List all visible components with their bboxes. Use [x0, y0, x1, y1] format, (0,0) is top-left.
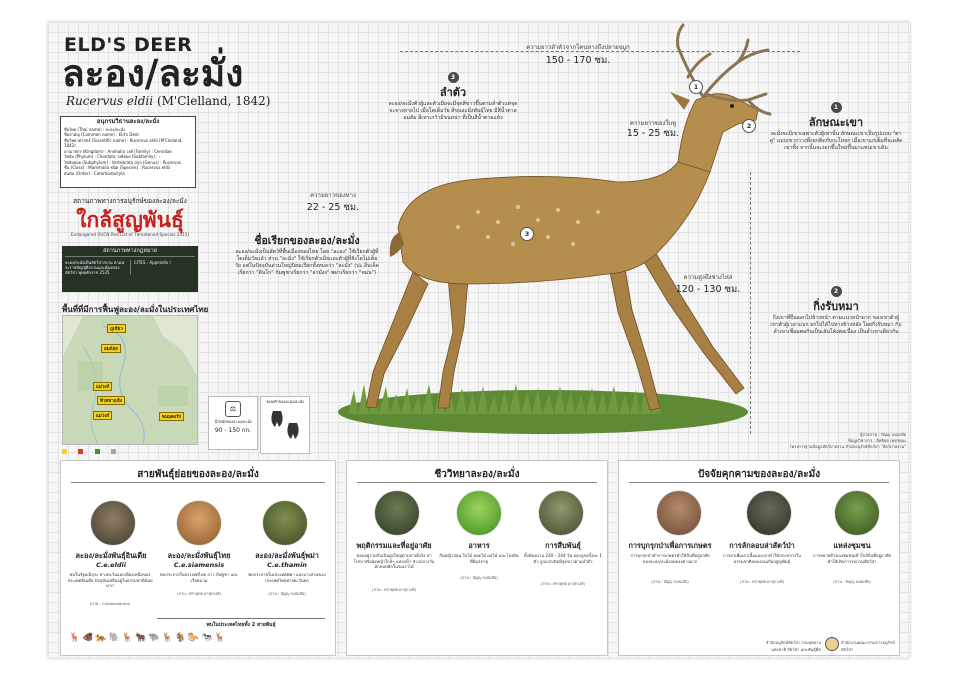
callout-title: กิ่งรับหมา: [813, 300, 859, 313]
taxonomy-box: [60, 116, 196, 188]
marker-2: 2: [742, 119, 756, 133]
subspecies-credit: (ภาพ : Chidambaram): [89, 601, 131, 606]
taxonomy-row: ชื่อไทย (Thai name) : ละอง/ละมั่ง: [64, 126, 126, 132]
credit-photo: ผู้ถ่ายภาพ : ปัญญุ จงสมชัย: [860, 432, 906, 437]
panel-title: สายพันธุ์ย่อยของละอง/ละมั่ง: [137, 469, 259, 480]
panel-title: ปัจจัยคุกคามของละอง/ละมั่ง: [697, 469, 821, 480]
taxonomy-row: ไฟลัม (Phylum) : Chordata วงศ์ย่อย (Subfamily) : -: [64, 154, 161, 159]
taxonomy-row: ชื่อสามัญ (Common name) : Eld's Deer: [64, 132, 140, 137]
map-pin: แม่วงก์: [93, 411, 112, 420]
map-illustration: [63, 316, 197, 444]
threat-credit: (ภาพ : ศรายุทธ ผาสุกวงศ์): [740, 579, 784, 584]
map-pin: ห้วยขาแข้ง: [97, 396, 125, 405]
callout-number: 3: [448, 72, 459, 83]
deer-ear: [670, 92, 690, 110]
weight-box: [208, 396, 258, 450]
ecology-name: พฤติกรรมและที่อยู่อาศัย: [356, 541, 432, 550]
callout-number: 2: [831, 286, 842, 297]
callout-title: ลักษณะเขา: [808, 116, 864, 129]
map-pin: พนมดงรัก: [159, 412, 184, 421]
hoof-label: รอยเท้าของละอง/ละมั่ง: [266, 399, 304, 404]
subspecies-sci: C.e.thamin: [267, 561, 307, 569]
hoofprint-icon: [265, 405, 305, 445]
threat-text: การขยายตัวของชุมชนเข้าใกล้ถิ่นที่อยู่อาศัยทำให้เกิดการรบกวนสัตว์ป่า: [813, 553, 891, 564]
subspecies-panel: [60, 460, 336, 656]
taxonomy-row: ไฟลัมย่อย (Subphylum) : Vertebrata สกุล (Genus) : Rucervus: [64, 159, 182, 165]
legend-swatch: [78, 449, 83, 454]
marker-1: 1: [689, 80, 703, 94]
ecology-text: ชอบอยู่รวมกันเป็นฝูงใหญ่ตามป่าเต็งรัง ป่าโปร่ง หรือทุ่งหญ้าใกล้ๆ แหล่งน้ำ ช่วงกลางวันมักหลบพักในร่มเงาไม้: [353, 553, 435, 570]
cites-text: CITES : Appendix I: [130, 260, 195, 275]
scale-icon: ⚖: [225, 401, 241, 417]
subspecies-photo-india: [91, 501, 135, 545]
ecology-name: อาหาร: [468, 541, 490, 550]
map-pin: อมก๋อย: [101, 344, 121, 353]
callout-text: ละอง/ละมั่งตัวผู้และตัวเมียจะมีจุดสีขาวขึ้นตามลำตัวแต่จุดจะจางหายไป เมื่อโตเต็มวัย สีขนละมั่งพันธุ์ไทย มีสีน้ำตาลอมส้ม สีเทาเกว้ามีขนหน่า ที่เป็นสีน้ำตาลแห้ง: [388, 101, 518, 121]
subspecies-name: ละอง/ละมั่งพันธุ์พม่า: [255, 551, 319, 560]
threats-panel: [618, 460, 900, 656]
subspecies-credit: (ภาพ : ปัญญุ จงสมชัย): [268, 591, 306, 596]
thailand-map: [62, 315, 198, 445]
ear-length-value: 15 - 25 ซม.: [626, 128, 680, 139]
map-legend: [62, 448, 118, 454]
taxonomy-row: ชั้น (Class) : Mammalia ชนิด (Species) : Rucervus eldii: [64, 165, 171, 170]
ecology-photo-habitat: [375, 491, 419, 535]
status-source: Endangered (IUCN Red List of Threatened Species 2015): [70, 232, 190, 237]
panel-title: ชีววิทยาละอง/ละมั่ง: [434, 469, 520, 480]
animal-silhouettes: 🦌🐗🐅🐘🦌🐂🐃🦌🐐🐎🐄🦌: [69, 633, 228, 643]
subspecies-note: พบในประเทศไทยทั้ง 2 สายพันธุ์: [206, 622, 276, 628]
subspecies-name: ละอง/ละมั่งพันธุ์ไทย: [167, 551, 231, 560]
map-heading: พื้นที่ที่มีการฟื้นฟูละอง/ละมั่งในประเทศไทย: [62, 305, 209, 314]
ecology-credit: (ภาพ : ศรายุทธ ผาสุกวงศ์): [372, 587, 416, 592]
tail-length-value: 22 - 25 ซม.: [306, 202, 360, 213]
threat-name: การบุกรุกป่าเพื่อการเกษตร: [628, 541, 712, 550]
deer-body: [398, 132, 710, 284]
ecology-photo-food: [457, 491, 501, 535]
agency-logo: [825, 637, 839, 651]
hoofprint-box: [260, 396, 310, 454]
callout-brow-tine: [768, 278, 904, 336]
marker-3: 3: [520, 227, 534, 241]
legend-swatch: [95, 449, 100, 454]
body-length-label: ความยาวลำตัวจากโคนหางถึงปลายจมูก: [526, 44, 630, 51]
threat-credit: (ภาพ : ปัญญุ จงสมชัย): [833, 579, 871, 584]
callout-text: ละมั่งจะมีเขาเฉพาะตัวผู้เท่านั้น ลักษณะเขาเป็นรูปแบบ "ตาคู่" แบบเขากวางที่งอกติดกับกะโหลก เมื่อเขาแก่เต็มที่จะผลัดเขาทิ้ง จากนั้นจะงอกขึ้นใหม่ขึ้นมาแทนเขาเดิม: [769, 131, 903, 151]
ecology-name: การสืบพันธุ์: [545, 541, 581, 550]
weight-value: 90 - 150 กก.: [214, 427, 252, 434]
footer-right-org: สำนักงานคณะกรรมการอนุรักษ์สัตว์ป่า: [841, 640, 895, 652]
callout-body: [388, 64, 518, 122]
credit-author: ข้อมูลวิชาการ : อิทธิพล เพชรทอง: [848, 438, 906, 443]
ecology-credit: (ภาพ : ปัญญุ จงสมชัย): [460, 575, 498, 580]
legal-status-box: [62, 246, 198, 292]
threat-credit: (ภาพ : ปัญญุ จงสมชัย): [651, 579, 689, 584]
threat-photo-farming: [657, 491, 701, 535]
subspecies-text: พบในรัฐมณีปุระ ทางตะวันออกเฉียงเหนือของประเทศอินเดีย ปัจจุบันเหลืออยู่ในธรรมชาติน้อยมาก: [67, 572, 153, 589]
ecology-credit: (ภาพ : ศรายุทธ ผาสุกวงศ์): [541, 581, 585, 586]
naming-title: ชื่อเรียกของละอง/ละมั่ง: [254, 235, 360, 247]
shoulder-height-line: [750, 172, 751, 434]
threat-name: แหล่งชุมชน: [833, 541, 871, 550]
title-english: ELD'S DEER: [64, 34, 193, 56]
legal-heading: สถานภาพทางกฎหมาย: [65, 249, 195, 257]
shoulder-height-value: 120 - 130 ซม.: [675, 284, 741, 295]
status-heading: สถานภาพทางการอนุรักษ์ของละอง/ละมั่ง: [73, 197, 187, 205]
status-level: ใกล้สูญพันธุ์: [76, 208, 184, 232]
subspecies-sci: C.e.eldii: [96, 561, 126, 569]
legend-swatch: [111, 449, 116, 454]
threat-text: การล่าเพื่อเอาเนื้อและเขาทำให้ประชากรในธรรมชาติลดลงจนเกือบสูญพันธุ์: [723, 553, 801, 564]
subspecies-sci: C.e.siamensis: [173, 561, 225, 569]
taxonomy-row: อาณาจักร (Kingdom) : Animalia วงศ์ (Family) : Cervidae: [64, 148, 172, 154]
threat-text: การบุกรุกป่าทำการเกษตรทำให้ถิ่นที่อยู่อาศัยของละอง/ละมั่งลดลงอย่างมาก: [630, 553, 710, 564]
naming-text: ละอง/ละมั่งเป็นสัตว์ที่พื้นเมืองของไทย โดย "ละอง" ใช้เรียกตัวผู้ที่โตเต็มวัยแล้ว ส่วน "ละมั่ง" ใช้เรียกตัวเมียและตัวผู้ที่ยังโตไม่เต็มวัย แต่ในปัจจุบันส่วนใหญ่นิยมเรียกทั้งหมดว่า "ละมั่ง" (ปะ.อีบเค็ดเรียกว่า "ตีนโก" กัมพูชาเรียกว่า "ล่ามั่งง" พม่าเรียกว่า "หม่น"): [234, 249, 380, 276]
naming-section: [234, 232, 380, 277]
threat-photo-community: [835, 491, 879, 535]
callout-number: 1: [831, 102, 842, 113]
weight-label: น้ำหนักของละอง/ละมั่ง: [214, 419, 252, 424]
legal-text: ละอง/ละมั่งเป็นสัตว์ป่าสงวน ตามพระราชบัญญัติสงวนและคุ้มครองสัตว์ป่า พุทธศักราช 2535: [65, 260, 124, 275]
subspecies-text: พบกระจายในประเทศไทย ลาว กัมพูชา และเวียดนาม: [160, 572, 238, 583]
ecology-text: ตั้งท้องนาน 240 - 244 วัน ออกลูกครั้งละ 1 ตัว ลูกแรกเกิดมีจุดขาวตามลำตัว: [523, 553, 603, 564]
map-pin: ภูเขียว: [107, 324, 126, 333]
taxonomy-row: อันดับ (Order) : Cetartiodactyla: [64, 170, 125, 176]
grass: [338, 384, 748, 434]
taxonomy-heading: อนุกรมวิธานละอง/ละมั่ง: [96, 118, 160, 125]
title-thai: ละอง/ละมั่ง: [62, 52, 244, 95]
callout-text: กิ่งเขาที่ยื่นออกไปข้างหน้า ตามแนวหน้าผาก ของเขาตัวผู้ เขาตัวผู้เวลาแบก ยกไปได้ไปทางข้างหลัง โดยกิ่งรับหมา กับลำเขาเชื่อมต่อกันเป็นเส้นโค้งต่อเนื่อง เป็นลำเขาเดียวกัน: [770, 315, 902, 335]
credits: [648, 432, 906, 450]
ecology-photo-breeding: [539, 491, 583, 535]
subspecies-bracket: [157, 618, 325, 619]
credit-project: โครงการฐานข้อมูลสัตว์ป่าสงวน สำนักอนุรักษ์สัตว์ป่า "สัตว์ป่าสงวน": [789, 444, 906, 449]
scientific-binomial: Rucervus eldii: [66, 94, 154, 108]
callout-antlers: [768, 94, 904, 152]
map-pin: แม่วงก์: [93, 382, 112, 391]
subspecies-name: ละอง/ละมั่งพันธุ์อินเดีย: [75, 551, 147, 560]
ecology-text: กินหญ้าอ่อน ใบไม้ ยอดไม้ ผลไม้ และโป่งดินที่มีแร่ธาตุ: [439, 553, 519, 564]
callout-title: ลำตัว: [439, 86, 467, 99]
subspecies-credit: (ภาพ : ศรายุทธ ผาสุกวงศ์): [177, 591, 221, 596]
scientific-authority: (M'Clelland, 1842): [156, 94, 271, 108]
subspecies-photo-burma: [263, 501, 307, 545]
ecology-panel: [346, 460, 608, 656]
subspecies-photo-thai: [177, 501, 221, 545]
ear-length-label: ความยาวของใบหู: [629, 120, 677, 127]
footer-left-org: สำนักอนุรักษ์สัตว์ป่า กรมอุทยานแห่งชาติ สัตว์ป่า และพันธุ์พืช: [765, 640, 821, 652]
shoulder-height-label: ความสูงถึงช่วงไหล่: [683, 274, 733, 281]
threat-name: การลักลอบล่าสัตว์ป่า: [729, 541, 795, 550]
tail-length-label: ความยาวของหาง: [310, 192, 356, 199]
deer-eye: [730, 104, 734, 108]
scientific-name: [66, 94, 270, 108]
subspecies-text: พบกระจายในประเทศพม่า และบางส่วนของประเทศไทยทางตะวันตก: [248, 572, 326, 583]
taxonomy-row: ชื่อวิทยาศาสตร์ (Scientific name) : Rucervus eldii (M'Clelland, 1842): [64, 137, 183, 148]
body-length-value: 150 - 170 ซม.: [545, 55, 611, 66]
poster: [48, 22, 910, 658]
legend-swatch: [62, 449, 67, 454]
threat-photo-poaching: [747, 491, 791, 535]
